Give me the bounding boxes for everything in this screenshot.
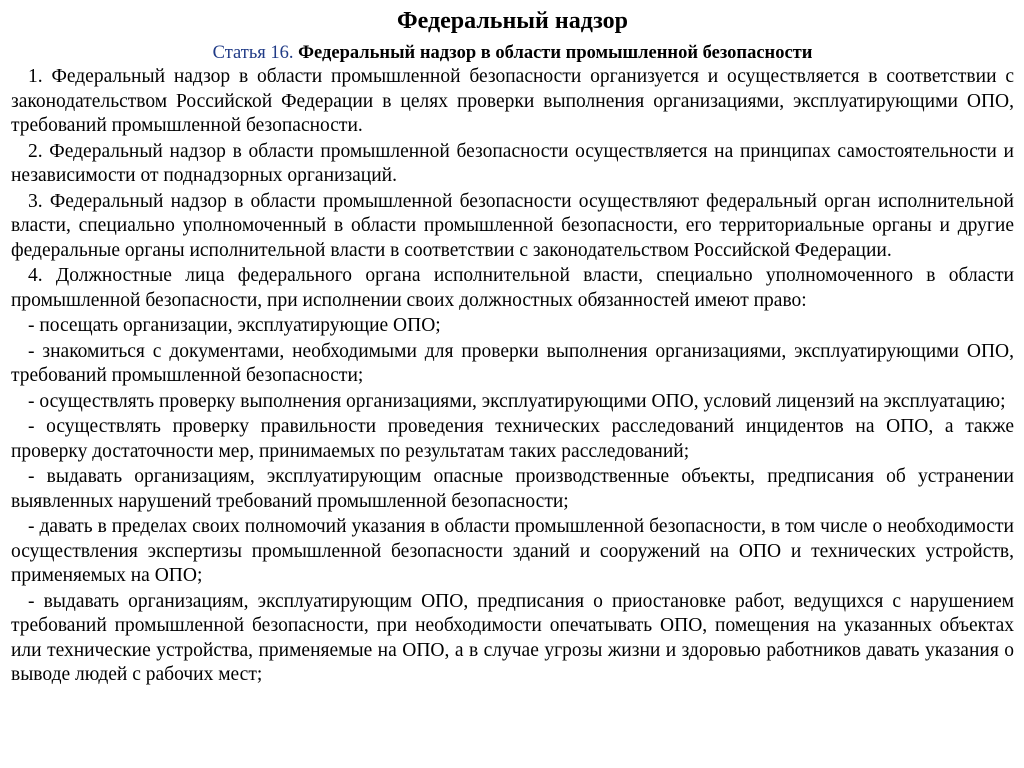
list-item-suspension: - выдавать организациям, эксплуатирующим ОПО, предписания о приостановке работ, ведущихся с нарушением требований промышленной безопасности, при необходимости опечатывать ОПО, помещения на указанных объектах или технические устройства, применяемые на ОПО, а в случае угрозы жизни и здоровью работников давать указания о выводе людей с рабочих мест; — [11, 590, 1014, 685]
paragraph-3: 3. Федеральный надзор в области промышленной безопасности осуществляют федеральный орган исполнительной власти, специально уполномоченный в области промышленной безопасности, его территориальные органы и другие федеральные органы исполнительной власти в соответствии с законодательством Российской Федерации. — [11, 190, 1014, 261]
paragraph-2: 2. Федеральный надзор в области промышленной безопасности осуществляется на принципах самостоятельности и независимости от поднадзорных организаций. — [11, 140, 1014, 186]
article-name: Федеральный надзор в области промышленной безопасности — [298, 43, 813, 63]
article-body — [11, 65, 1014, 688]
article-number: Статья 16. — [212, 43, 294, 63]
paragraph-1: 1. Федеральный надзор в области промышленной безопасности организуется и осуществляется в соответствии с законодательством Российской Федерации в целях проверки выполнения организациями, эксплуатирующими ОПО, требований промышленной безопасности. — [11, 66, 1014, 136]
list-item-investigation-check: - осуществлять проверку правильности проведения технических расследований инцидентов на ОПО, а также проверку достаточности мер, принимаемых по результатам таких расследований; — [11, 416, 1014, 462]
paragraph-4: 4. Должностные лица федерального органа исполнительной власти, специально уполномоченного в области промышленной безопасности, при исполнении своих должностных обязанностей имеют право: — [11, 265, 1014, 311]
list-item-license-check: - осуществлять проверку выполнения организациями, эксплуатирующими ОПО, условий лицензий на эксплуатацию; — [28, 390, 1006, 412]
list-item-prescriptions: - выдавать организациям, эксплуатирующим опасные производственные объекты, предписания об устранении выявленных нарушений требований промышленной безопасности; — [11, 466, 1014, 512]
list-item-instructions: - давать в пределах своих полномочий указания в области промышленной безопасности, в том числе о необходимости осуществления экспертизы промышленной безопасности зданий и сооружений на ОПО и технических устройств, применяемых на ОПО; — [11, 516, 1014, 586]
page-title: Федеральный надзор — [397, 8, 628, 34]
list-item-documents: - знакомиться с документами, необходимыми для проверки выполнения организациями, эксплуатирующими ОПО, требований промышленной безопасности; — [11, 340, 1014, 386]
list-item-visit: - посещать организации, эксплуатирующие ОПО; — [28, 315, 441, 336]
article-heading — [11, 42, 1014, 64]
